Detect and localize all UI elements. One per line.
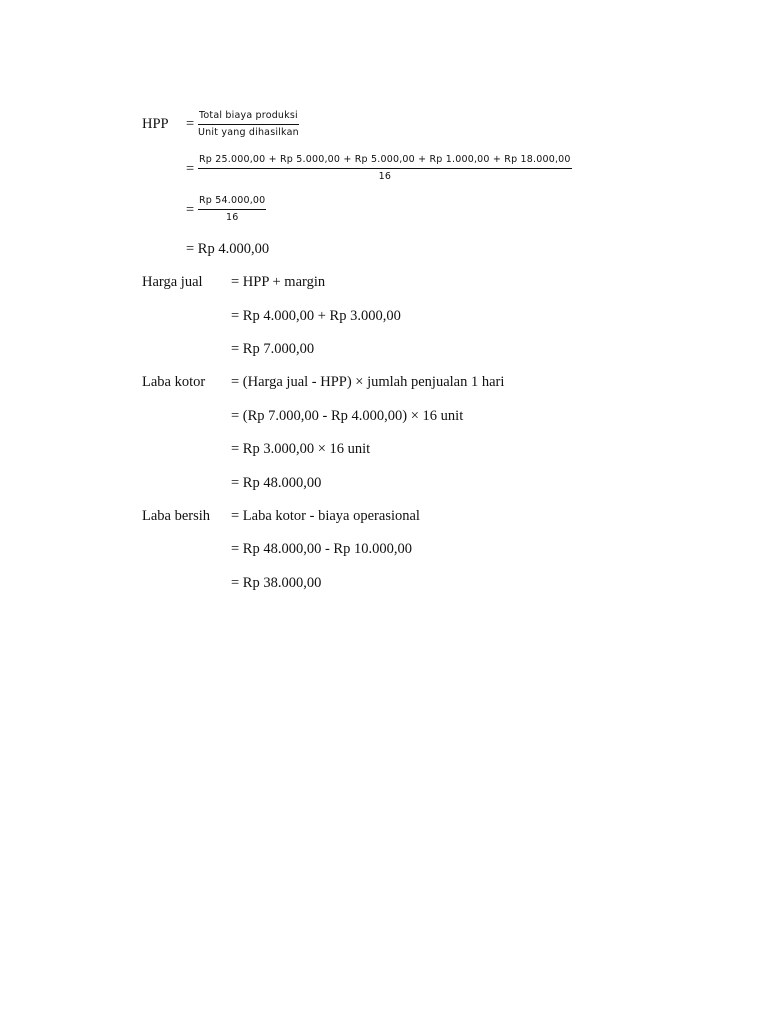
hpp-label: HPP xyxy=(142,116,169,132)
fraction-denominator: 16 xyxy=(225,212,239,223)
laba-bersih-line: = Rp 48.000,00 - Rp 10.000,00 xyxy=(231,541,412,557)
laba-bersih-line: = Rp 38.000,00 xyxy=(231,575,322,591)
harga-jual-line: = Rp 7.000,00 xyxy=(231,341,315,357)
laba-kotor-line: = (Rp 7.000,00 - Rp 4.000,00) × 16 unit xyxy=(231,408,464,424)
laba-bersih-label: Laba bersih xyxy=(142,508,211,524)
laba-kotor-line: = Rp 3.000,00 × 16 unit xyxy=(231,441,371,457)
equals-sign: = xyxy=(186,161,195,177)
laba-kotor-line: = (Harga jual - HPP) × jumlah penjualan 1 hari xyxy=(231,374,505,390)
fraction-numerator: Rp 54.000,00 xyxy=(199,195,266,206)
equals-sign: = xyxy=(186,202,195,218)
hpp-cost-sum-fraction xyxy=(198,154,572,183)
laba-bersih-line: = Laba kotor - biaya operasional xyxy=(231,508,420,524)
laba-kotor-line: = Rp 48.000,00 xyxy=(231,475,322,491)
harga-jual-label: Harga jual xyxy=(142,274,203,290)
fraction-numerator: Total biaya produksi xyxy=(199,110,298,121)
hpp-total-fraction xyxy=(198,195,266,224)
harga-jual-line: = HPP + margin xyxy=(231,274,326,290)
fraction-numerator: Rp 25.000,00 + Rp 5.000,00 + Rp 5.000,00 + Rp 1.000,00 + Rp 18.000,00 xyxy=(199,154,571,165)
equals-sign: = xyxy=(186,116,195,132)
harga-jual-line: = Rp 4.000,00 + Rp 3.000,00 xyxy=(231,308,401,324)
hpp-formula-fraction xyxy=(198,110,299,139)
laba-kotor-label: Laba kotor xyxy=(142,374,206,390)
fraction-denominator: Unit yang dihasilkan xyxy=(198,127,299,138)
hpp-result: = Rp 4.000,00 xyxy=(186,241,270,257)
fraction-denominator: 16 xyxy=(378,171,392,182)
